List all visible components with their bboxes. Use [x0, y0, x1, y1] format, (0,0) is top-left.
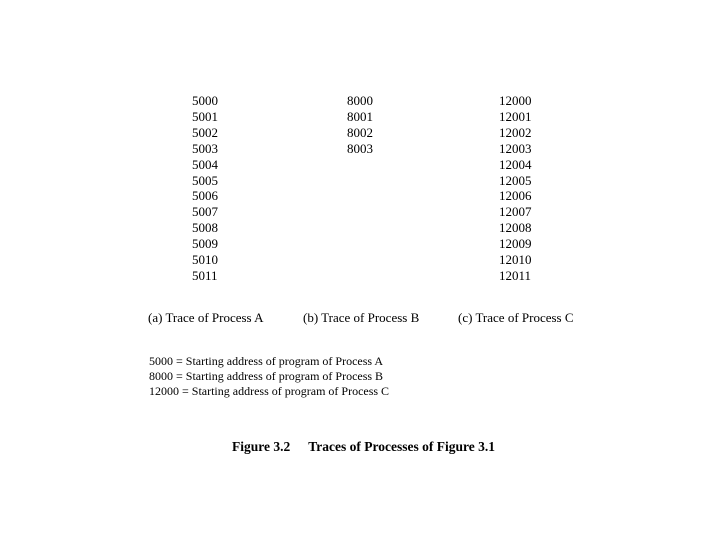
trace-address: 8002	[347, 124, 373, 140]
caption-trace-process-a: (a) Trace of Process A	[148, 310, 264, 325]
trace-address: 8003	[347, 140, 373, 156]
trace-address: 12008	[499, 220, 532, 236]
trace-address: 12009	[499, 236, 532, 252]
trace-address: 5003	[192, 140, 218, 156]
trace-column-process-b	[347, 93, 373, 157]
starting-address-notes	[149, 354, 389, 399]
trace-address: 12002	[499, 124, 532, 140]
trace-address: 12005	[499, 172, 532, 188]
figure-title: Traces of Processes of Figure 3.1	[308, 439, 495, 454]
trace-address: 12001	[499, 108, 532, 124]
trace-address: 5010	[192, 252, 218, 268]
trace-address: 12011	[499, 267, 532, 283]
note-process-b: 8000 = Starting address of program of Process B	[149, 369, 384, 383]
trace-address: 12000	[499, 93, 532, 108]
trace-column-process-c	[499, 93, 532, 284]
trace-address: 5000	[192, 93, 218, 108]
figure-number: Figure 3.2	[232, 439, 291, 454]
caption-trace-process-c: (c) Trace of Process C	[458, 310, 574, 325]
trace-address: 12010	[499, 252, 532, 268]
trace-address: 5001	[192, 108, 218, 124]
trace-address: 5004	[192, 156, 218, 172]
note-process-c: 12000 = Starting address of program of Process C	[149, 384, 390, 398]
figure-caption	[232, 439, 495, 455]
trace-address: 5006	[192, 188, 218, 204]
trace-address: 5011	[192, 267, 218, 283]
trace-address: 8001	[347, 108, 373, 124]
trace-address: 12007	[499, 204, 532, 220]
trace-address: 5009	[192, 236, 218, 252]
trace-address: 12006	[499, 188, 532, 204]
trace-address: 5008	[192, 220, 218, 236]
note-process-a: 5000 = Starting address of program of Process A	[149, 354, 384, 368]
trace-address: 12004	[499, 156, 532, 172]
trace-address: 5005	[192, 172, 218, 188]
trace-address: 5007	[192, 204, 218, 220]
trace-address: 8000	[347, 93, 373, 108]
trace-address: 5002	[192, 124, 218, 140]
caption-trace-process-b: (b) Trace of Process B	[303, 310, 420, 325]
trace-address: 12003	[499, 140, 532, 156]
trace-column-process-a	[192, 93, 218, 284]
